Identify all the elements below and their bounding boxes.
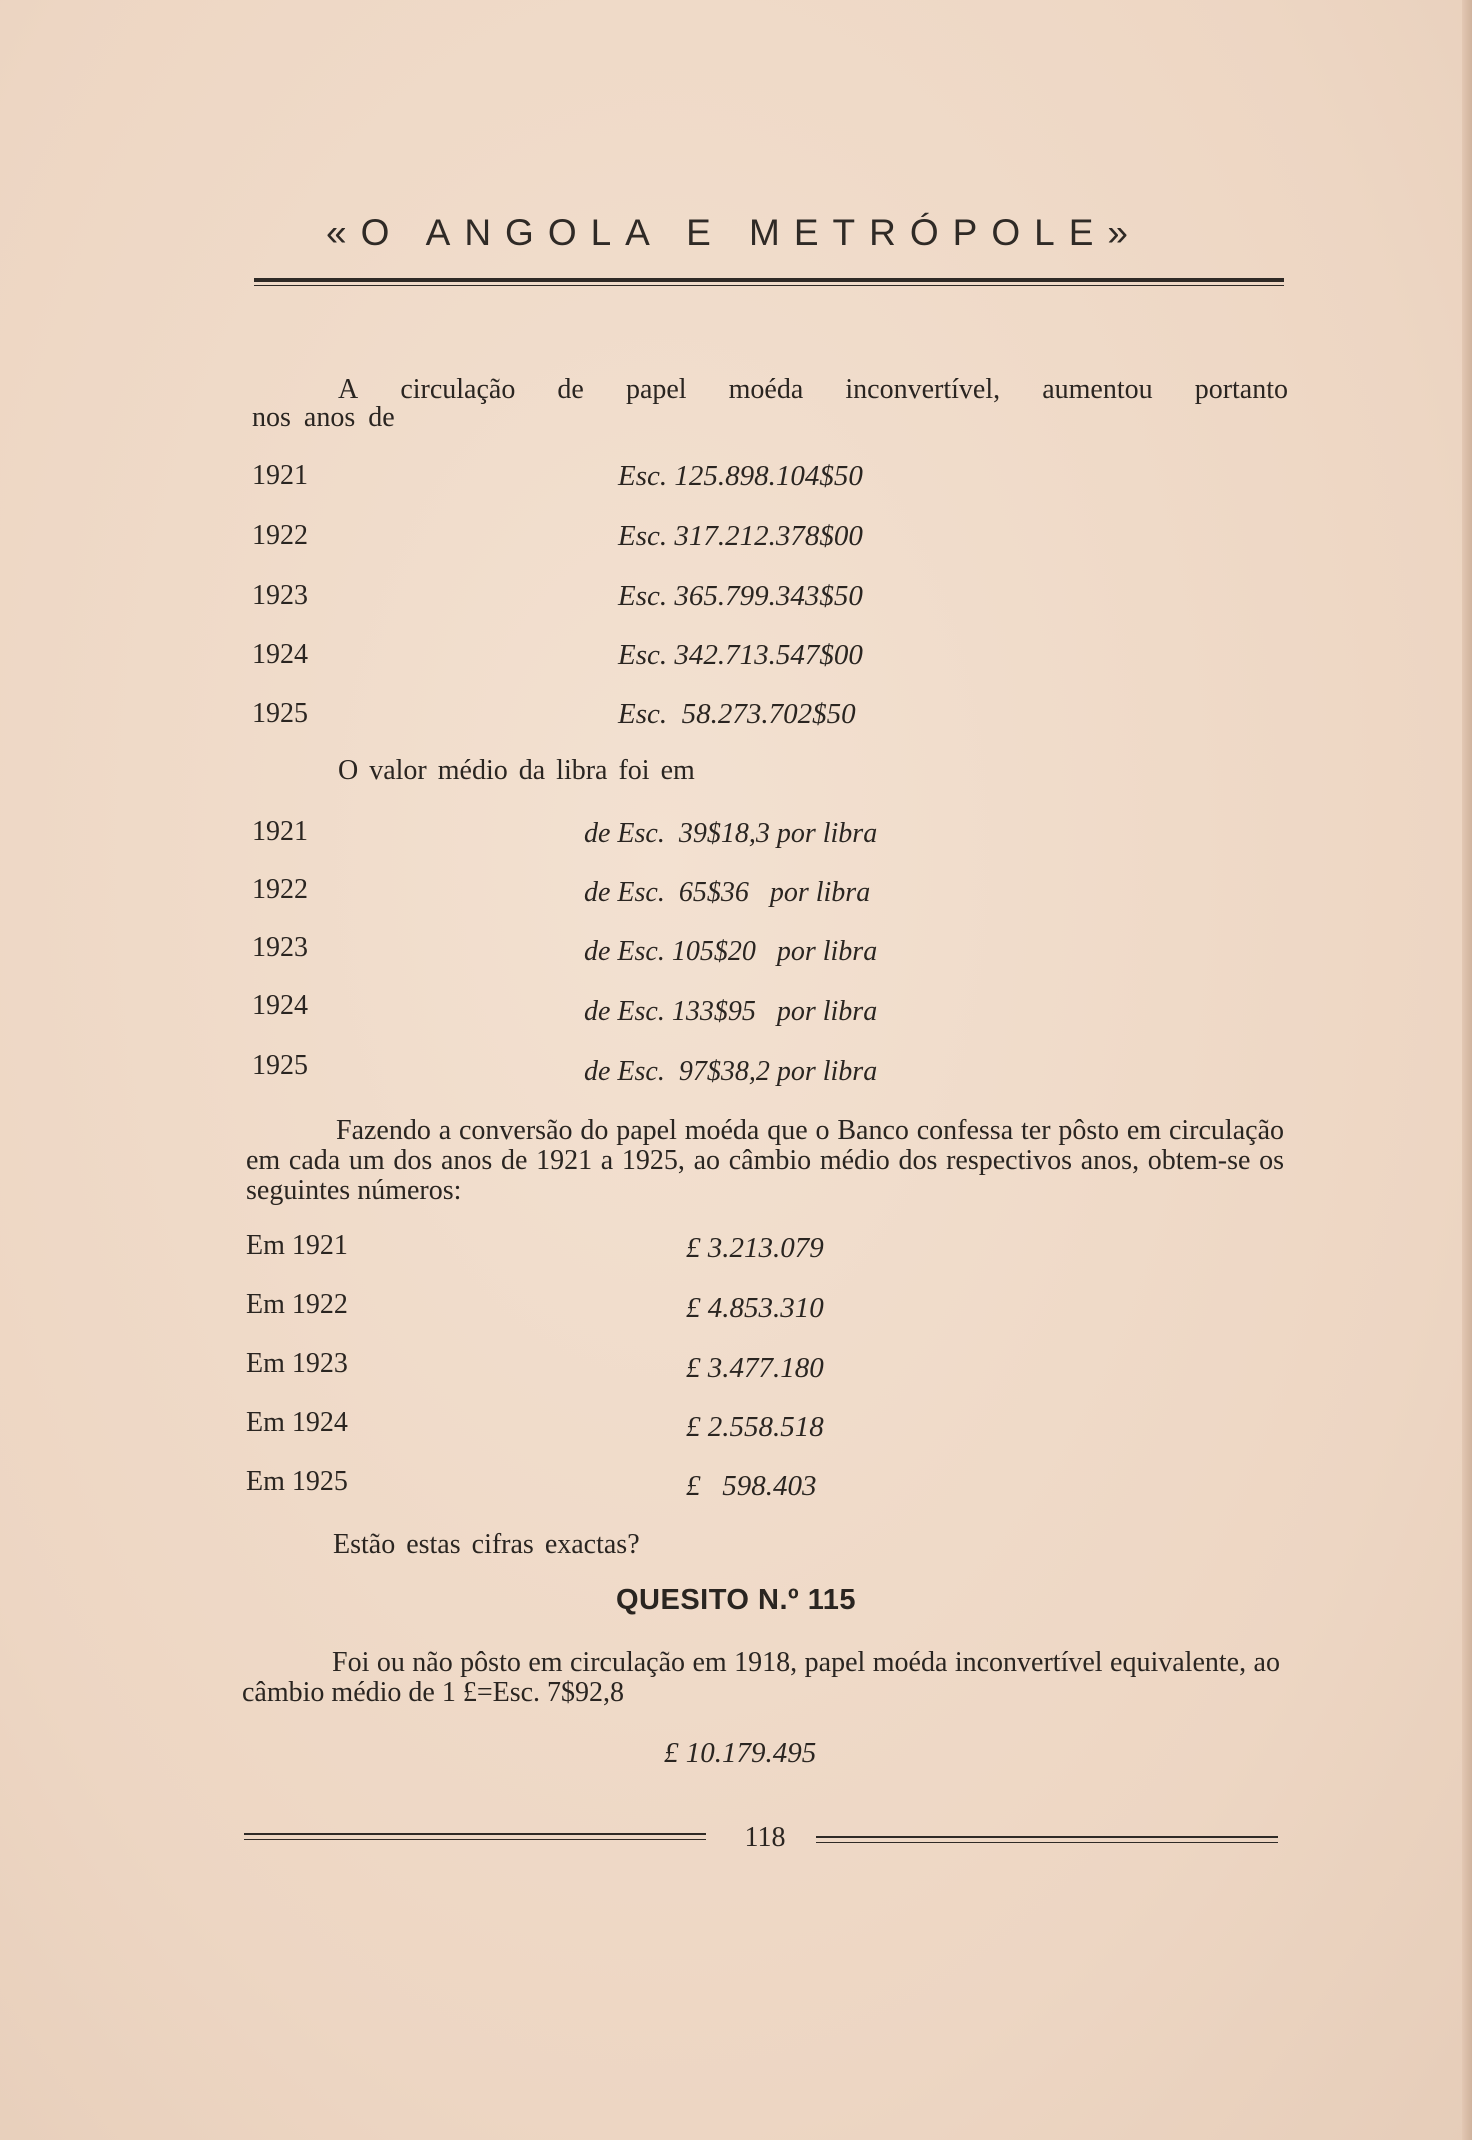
- intro-word: inconvertível,: [845, 374, 1001, 405]
- pound-value: £ 2.558.518: [686, 1411, 824, 1443]
- rate-value: de Esc. 133$95 por libra: [584, 996, 878, 1027]
- intro-word: aumentou: [1042, 374, 1153, 405]
- circulation-year: 1922: [252, 520, 308, 551]
- rate-value: de Esc. 39$18,3 por libra: [584, 818, 878, 849]
- pound-year: Em 1921: [246, 1230, 348, 1261]
- running-header: «O ANGOLA E METRÓPOLE»: [326, 212, 1142, 253]
- intro-word: circulação: [400, 374, 516, 405]
- intro-word: de: [557, 374, 584, 405]
- conversion-paragraph: Fazendo a conversão do papel moéda que o Banco confessa ter pôsto em circulação em cada um dos anos de 1921 a 1925, ao câmbio médio dos respectivos anos, obtem-se os seguintes números:: [246, 1115, 1284, 1206]
- pound-year: Em 1924: [246, 1407, 348, 1438]
- circulation-year: 1923: [252, 580, 308, 611]
- pound-value: £ 598.403: [686, 1470, 817, 1502]
- rate-value: de Esc. 105$20 por libra: [584, 936, 878, 967]
- rate-year: 1923: [252, 932, 308, 963]
- rate-value: de Esc. 97$38,2 por libra: [584, 1056, 878, 1087]
- footer-rule-right-2: [816, 1842, 1278, 1843]
- avg-intro: O valor médio da libra foi em: [338, 755, 695, 786]
- page-number: 118: [744, 1822, 786, 1853]
- circulation-year: 1924: [252, 639, 308, 670]
- pound-year: Em 1922: [246, 1289, 348, 1320]
- intro-word: moéda: [728, 374, 804, 405]
- circulation-amount: Esc. 317.212.378$00: [618, 520, 863, 552]
- footer-rule-right: [816, 1836, 1278, 1838]
- intro-word: portanto: [1194, 374, 1288, 405]
- header-rule: [254, 278, 1284, 282]
- circulation-amount: Esc. 365.799.343$50: [618, 580, 863, 612]
- circulation-amount: Esc. 342.713.547$00: [618, 639, 863, 671]
- pound-value: £ 3.477.180: [686, 1352, 824, 1384]
- pound-value: £ 4.853.310: [686, 1292, 824, 1324]
- intro-line-1: [338, 375, 1288, 405]
- circulation-year: 1925: [252, 698, 308, 729]
- footer-rule-left-2: [244, 1839, 706, 1840]
- rate-year: 1921: [252, 816, 308, 847]
- rate-year: 1922: [252, 874, 308, 905]
- intro-word: A: [338, 374, 359, 405]
- pound-year: Em 1923: [246, 1348, 348, 1379]
- page-edge: [1462, 0, 1472, 2140]
- rate-year: 1925: [252, 1050, 308, 1081]
- question-line: Estão estas cifras exactas?: [333, 1529, 640, 1560]
- rate-year: 1924: [252, 990, 308, 1021]
- footer-rule-left: [244, 1833, 706, 1835]
- quesito-value: £ 10.179.495: [664, 1737, 817, 1769]
- header-rule-thin: [254, 285, 1284, 286]
- circulation-year: 1921: [252, 460, 308, 491]
- pound-value: £ 3.213.079: [686, 1232, 824, 1264]
- circulation-amount: Esc. 125.898.104$50: [618, 460, 863, 492]
- intro-word: papel: [625, 374, 687, 405]
- quesito-heading: QUESITO N.º 115: [616, 1584, 856, 1616]
- circulation-amount: Esc. 58.273.702$50: [618, 698, 856, 730]
- intro-line-2: nos anos de: [252, 402, 395, 433]
- rate-value: de Esc. 65$36 por libra: [584, 877, 871, 908]
- pound-year: Em 1925: [246, 1466, 348, 1497]
- quesito-paragraph: Foi ou não pôsto em circulação em 1918, papel moéda inconvertível equivalente, ao câmbio médio de 1 £=Esc. 7$92,8: [242, 1647, 1280, 1708]
